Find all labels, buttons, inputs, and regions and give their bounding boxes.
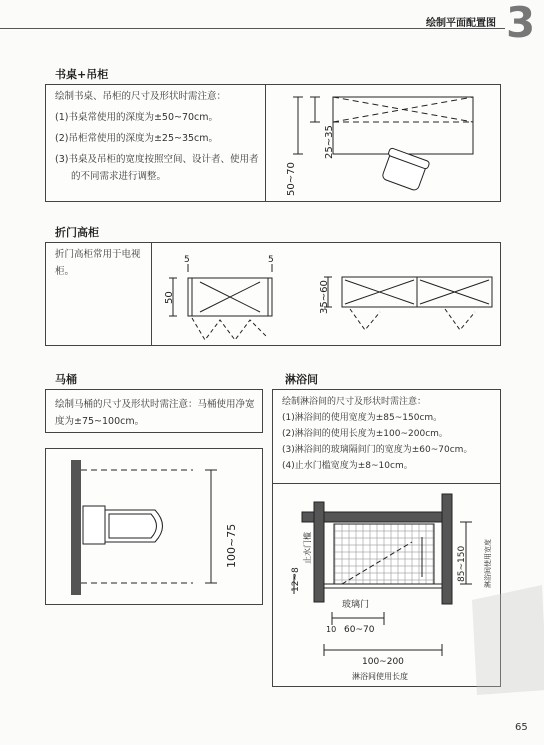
shower-label-glass-door: 玻璃门 — [342, 600, 370, 610]
desk-item-3: (3)书桌及吊柜的宽度按照空间、设计者、使用者的不同需求进行调整。 — [55, 154, 259, 182]
shower-dim-width: 85~150 — [457, 545, 467, 582]
shower-item-1: (1)淋浴间的使用宽度为±85~150cm。 — [282, 413, 443, 423]
desk-section-title: 书桌+吊柜 — [55, 68, 109, 81]
folding-cabinet-drawing — [150, 242, 499, 344]
folding-section-title: 折门高柜 — [55, 226, 99, 239]
shower-label-width: 淋浴间使用宽度 — [484, 539, 492, 588]
folding-dim-depth: 50 — [164, 291, 175, 304]
toilet-text: 绘制马桶的尺寸及形状时需注意：马桶使用净宽度为±75~100cm。 — [55, 399, 255, 427]
shower-dim-glass-door-side: 10 — [326, 625, 337, 634]
toilet-section-title: 马桶 — [55, 373, 77, 386]
folding-dim-right: 35~60 — [319, 280, 330, 314]
shower-label-length: 淋浴间使用长度 — [352, 672, 408, 681]
page-header-title: 绘制平面配置图 — [426, 18, 496, 29]
shower-text-block — [282, 394, 497, 474]
desk-cabinet-drawing — [265, 84, 499, 200]
folding-text: 折门高柜常用于电视柜。 — [55, 249, 141, 277]
shower-dim-length: 100~200 — [362, 657, 404, 667]
shower-dim-threshold: 12~8 — [291, 567, 301, 592]
desk-item-1: (1)书桌常使用的深度为±50~70cm。 — [55, 112, 219, 123]
chapter-number: 3 — [506, 0, 536, 47]
shower-item-2: (2)淋浴间的使用长度为±100~200cm。 — [282, 429, 448, 439]
desk-item-2: (2)吊柜常使用的深度为±25~35cm。 — [55, 133, 219, 144]
toilet-dim: 100~75 — [225, 523, 238, 568]
shower-section-title: 淋浴间 — [285, 373, 318, 386]
shower-dim-glass-door: 60~70 — [344, 625, 375, 635]
toilet-drawing — [45, 448, 261, 603]
page-number: 65 — [515, 722, 528, 733]
desk-text-block — [55, 88, 263, 185]
folding-dim-a: 5 — [184, 255, 190, 265]
desk-intro: 绘制书桌、吊柜的尺寸及形状时需注意： — [55, 91, 227, 102]
desk-dim-inner: 25~35 — [324, 125, 335, 159]
shower-intro: 绘制淋浴间的尺寸及形状时需注意： — [282, 397, 427, 407]
shower-label-threshold: 止水门槛 — [303, 532, 312, 564]
desk-dim-outer: 50~70 — [286, 162, 297, 196]
shower-item-4: (4)止水门槛宽度为±8~10cm。 — [282, 461, 413, 471]
folding-dim-b: 5 — [268, 255, 274, 265]
watermark-stamp — [462, 580, 544, 700]
shower-item-3: (3)淋浴间的玻璃隔间门的宽度为±60~70cm。 — [282, 445, 473, 455]
